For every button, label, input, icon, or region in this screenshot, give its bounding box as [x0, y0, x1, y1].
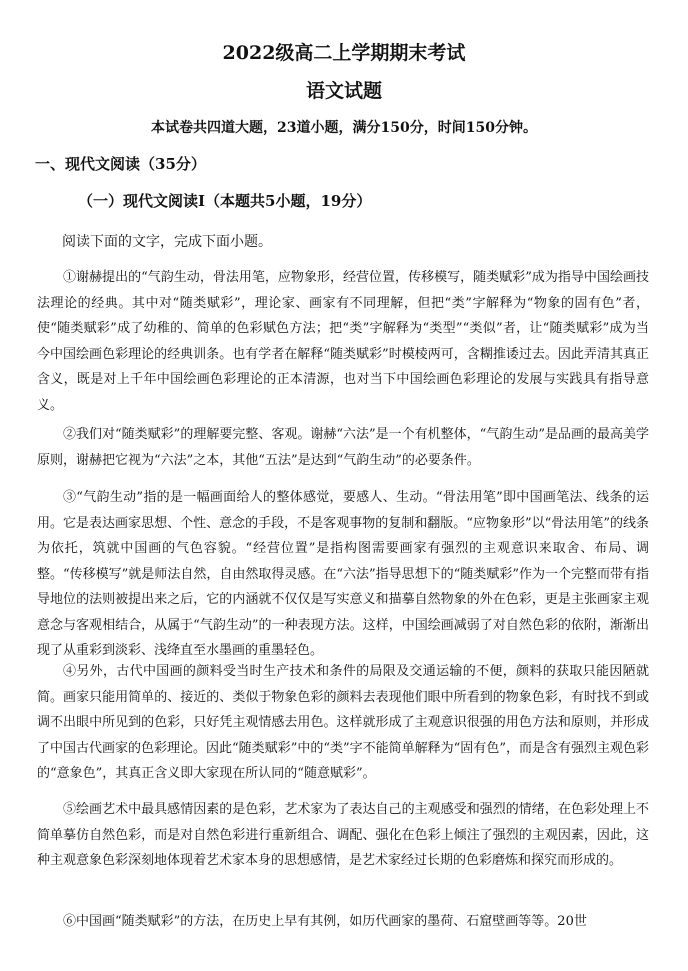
exam-subtitle: 语文试题 [305, 80, 382, 102]
passage-paragraph-2: ②我们对“随类赋彩”的理解要完整、客观。谢赫“六法”是一个有机整体，“气韵生动”是品画的最高美学原则，谢赫把它视为“六法”之本，其他“五法”是达到“气韵生动”的必要条件。 [37, 427, 649, 468]
reading-instruction: 阅读下面的文字，完成下面小题。 [62, 234, 272, 250]
passage-paragraph-6: ⑥中国画“随类赋彩”的方法，在历史上早有其例，如历代画家的墨荷、石窟壁画等等。20世 [63, 914, 587, 929]
subsection-heading: （一）现代文阅读Ⅰ（本题共5小题，19分） [78, 192, 372, 210]
passage-paragraph-3: ③“气韵生动”指的是一幅画面给人的整体感觉，要感人、生动。“骨法用笔”即中国画笔法、线条的运用。它是表达画家思想、个性、意念的手段，不是客观事物的复制和翻版。“应物象形”以“骨法用笔”的线条为依托，筑就中国画的气色容貌。“经营位置”是指构图需要画家有强烈的主观意识来取舍、布局、调整。“传移模写”就是师法自然，自由然取得灵感。在“六法”指导思想下的“随类赋彩”作为一个完整而带有指导地位的法则被提出来之后，它的内涵就不仅仅是写实意义和描摹自然物象的外在色彩，更是主张画家主观意念与客观相结合，从属于“气韵生动”的一种表现方法。这样，中国绘画减弱了对自然色彩的依附，渐渐出现了从重彩到淡彩、浅绛直至水墨画的重墨轻色。 [37, 490, 649, 658]
section-heading: 一、现代文阅读（35分） [35, 155, 206, 173]
exam-title: 2022级高二上学期期末考试 [222, 42, 466, 64]
passage-paragraph-5: ⑤绘画艺术中最具感情因素的是色彩，艺术家为了表达自己的主观感受和强烈的情绪，在色彩处理上不简单摹仿自然色彩，而是对自然色彩进行重新组合、调配、强化在色彩上倾注了强烈的主观因素，因此，这种主观意象色彩深刻地体现着艺术家本身的思想感情，是艺术家经过长期的色彩磨炼和探究而形成的。 [37, 802, 649, 868]
passage-paragraph-4: ④另外，古代中国画的颜料受当时生产技术和条件的局限及交通运输的不便，颜料的获取只能因陋就简。画家只能用简单的、接近的、类似于物象色彩的颜料去表现他们眼中所看到的物象色彩，有时找不到或调不出眼中所见到的色彩，只好凭主观情感去用色。这样就形成了主观意识很强的用色方法和原则，并形成了中国古代画家的色彩理论。因此“随类赋彩”中的“类”字不能简单解释为“固有色”，而是含有强烈主观色彩的“意象色”，其真正含义即大家现在所认同的“随意赋彩”。 [37, 664, 649, 781]
passage-paragraph-1: ①谢赫提出的“气韵生动，骨法用笔，应物象形，经营位置，传移模写，随类赋彩”成为指导中国绘画技法理论的经典。其中对“随类赋彩”，理论家、画家有不同理解，但把“类”字解释为“物象的固有色”者，使“随类赋彩”成了幼稚的、简单的色彩赋色方法；把“类”字解释为“类型”“类似”者，让“随类赋彩”成为当今中国绘画色彩理论的经典训条。也有学者在解释“随类赋彩”时模棱两可，含糊推诿过去。因此弄清其真正含义，既是对上千年中国绘画色彩理论的正本清源，也对当下中国绘画色彩理论的发展与实践具有指导意义。 [37, 270, 649, 413]
exam-info: 本试卷共四道大题，23道小题，满分150分，时间150分钟。 [151, 120, 537, 136]
